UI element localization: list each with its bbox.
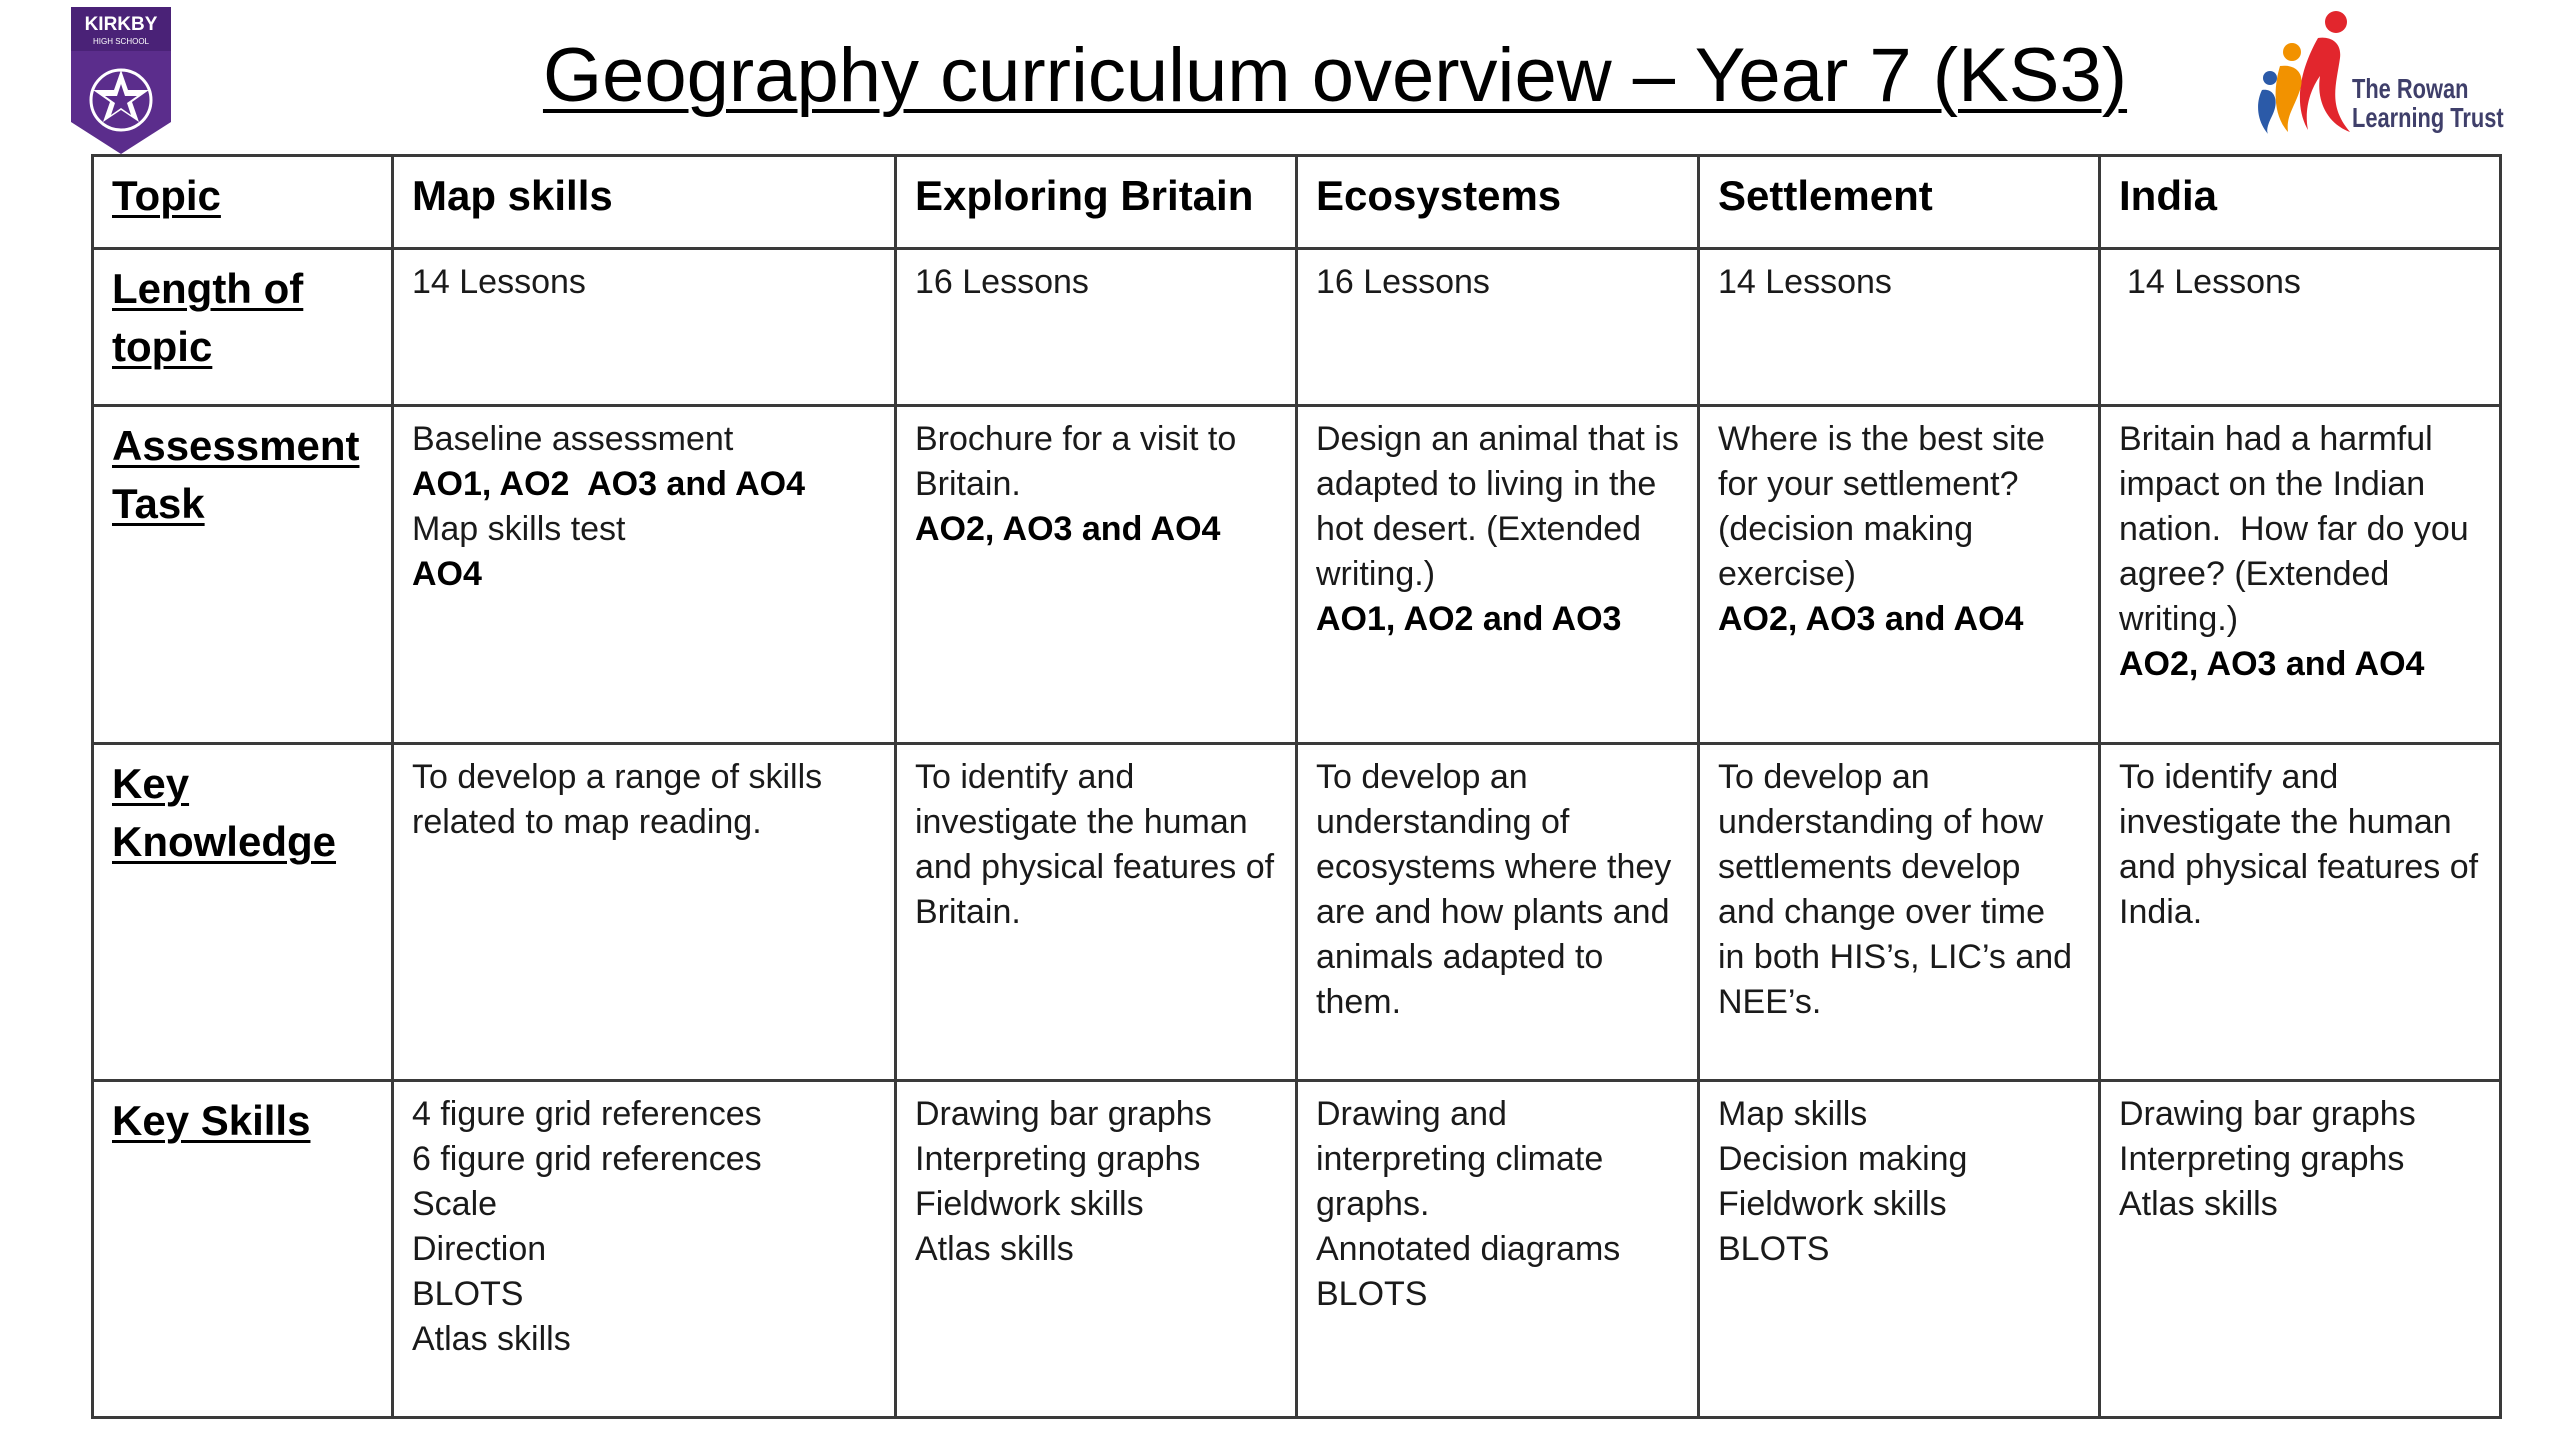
assessment-line: Map skills test <box>412 510 626 548</box>
row-header-topic: Topic <box>93 156 393 249</box>
skill-item: Annotated diagrams <box>1316 1230 1621 1268</box>
topic-exploring-britain: Exploring Britain <box>896 156 1297 249</box>
knowledge-cell: To identify and investigate the human and physical features of Britain. <box>896 744 1297 1081</box>
assessment-line: Britain had a harmful impact on the Indian nation. How far do you agree? (Extended writing.) <box>2119 420 2479 638</box>
trust-figures-icon <box>2258 6 2358 138</box>
page-title: Geography curriculum overview – Year 7 (KS3) <box>542 33 2128 118</box>
skills-cell <box>393 1081 896 1418</box>
assessment-row <box>93 406 2501 744</box>
skill-item: Atlas skills <box>915 1230 1074 1268</box>
assessment-objectives: AO1, AO2 AO3 and AO4 <box>412 465 805 503</box>
assessment-cell <box>2100 406 2501 744</box>
topic-settlement: Settlement <box>1699 156 2100 249</box>
skill-item: Interpreting graphs <box>2119 1140 2405 1178</box>
length-cell: 14 Lessons <box>1699 249 2100 406</box>
skill-item: Decision making <box>1718 1140 1968 1178</box>
skill-item: Drawing and interpreting climate graphs. <box>1316 1095 1604 1223</box>
row-header-length: Length of topic <box>93 249 393 406</box>
assessment-cell <box>393 406 896 744</box>
skill-item: Drawing bar graphs <box>915 1095 1212 1133</box>
length-value: 14 Lessons <box>2127 263 2301 301</box>
assessment-cell <box>1297 406 1699 744</box>
skill-item: Drawing bar graphs <box>2119 1095 2416 1133</box>
assessment-line: Brochure for a visit to Britain. <box>915 420 1237 503</box>
knowledge-cell: To identify and investigate the human and physical features of India. <box>2100 744 2501 1081</box>
school-shield-icon <box>68 4 174 156</box>
curriculum-table <box>91 154 2502 1419</box>
length-cell: 14 Lessons <box>393 249 896 406</box>
skill-item: Fieldwork skills <box>915 1185 1144 1223</box>
knowledge-cell: To develop an understanding of how settlements develop and change over time in both HIS’s, LIC’s and NEE’s. <box>1699 744 2100 1081</box>
skill-item: Direction <box>412 1230 547 1268</box>
knowledge-cell: To develop a range of skills related to map reading. <box>393 744 896 1081</box>
skills-row <box>93 1081 2501 1418</box>
topic-row <box>93 156 2501 249</box>
knowledge-row <box>93 744 2501 1081</box>
length-row <box>93 249 2501 406</box>
assessment-cell <box>896 406 1297 744</box>
skill-item: 4 figure grid references <box>412 1095 762 1133</box>
length-cell: 16 Lessons <box>1297 249 1699 406</box>
assessment-objectives: AO2, AO3 and AO4 <box>1718 600 2024 638</box>
skill-item: Map skills <box>1718 1095 1868 1133</box>
skill-item: Scale <box>412 1185 498 1223</box>
row-header-skills: Key Skills <box>93 1081 393 1418</box>
skill-item: BLOTS <box>1718 1230 1830 1268</box>
skill-item: BLOTS <box>1316 1275 1428 1313</box>
school-logo-text: KIRKBY <box>84 14 158 35</box>
skills-cell <box>2100 1081 2501 1418</box>
assessment-objectives: AO2, AO3 and AO4 <box>915 510 1221 548</box>
skill-item: Atlas skills <box>2119 1185 2278 1223</box>
rowan-learning-trust-logo <box>2258 6 2520 138</box>
row-header-knowledge: Key Knowledge <box>93 744 393 1081</box>
length-cell: 16 Lessons <box>896 249 1297 406</box>
skills-cell <box>1699 1081 2100 1418</box>
row-header-assessment: Assessment Task <box>93 406 393 744</box>
school-logo-subtext: HIGH SCHOOL <box>92 37 150 46</box>
length-cell <box>2100 249 2501 406</box>
topic-india: India <box>2100 156 2501 249</box>
skills-cell <box>896 1081 1297 1418</box>
trust-logo-text: The Rowan Learning Trust <box>2352 73 2504 133</box>
skill-item: Atlas skills <box>412 1320 571 1358</box>
skill-item: 6 figure grid references <box>412 1140 762 1178</box>
topic-ecosystems: Ecosystems <box>1297 156 1699 249</box>
assessment-objectives: AO4 <box>412 555 482 593</box>
topic-map-skills: Map skills <box>393 156 896 249</box>
assessment-line: Design an animal that is adapted to living in the hot desert. (Extended writing.) <box>1316 420 1679 593</box>
assessment-objectives: AO2, AO3 and AO4 <box>2119 645 2425 683</box>
assessment-cell <box>1699 406 2100 744</box>
knowledge-cell: To develop an understanding of ecosystems where they are and how plants and animals adapted to them. <box>1297 744 1699 1081</box>
kirkby-school-logo <box>68 4 174 156</box>
skill-item: Fieldwork skills <box>1718 1185 1947 1223</box>
assessment-line: Baseline assessment <box>412 420 734 458</box>
assessment-objectives: AO1, AO2 and AO3 <box>1316 600 1622 638</box>
skills-cell <box>1297 1081 1699 1418</box>
assessment-line: Where is the best site for your settlement? (decision making exercise) <box>1718 420 2045 593</box>
skill-item: BLOTS <box>412 1275 524 1313</box>
skill-item: Interpreting graphs <box>915 1140 1201 1178</box>
